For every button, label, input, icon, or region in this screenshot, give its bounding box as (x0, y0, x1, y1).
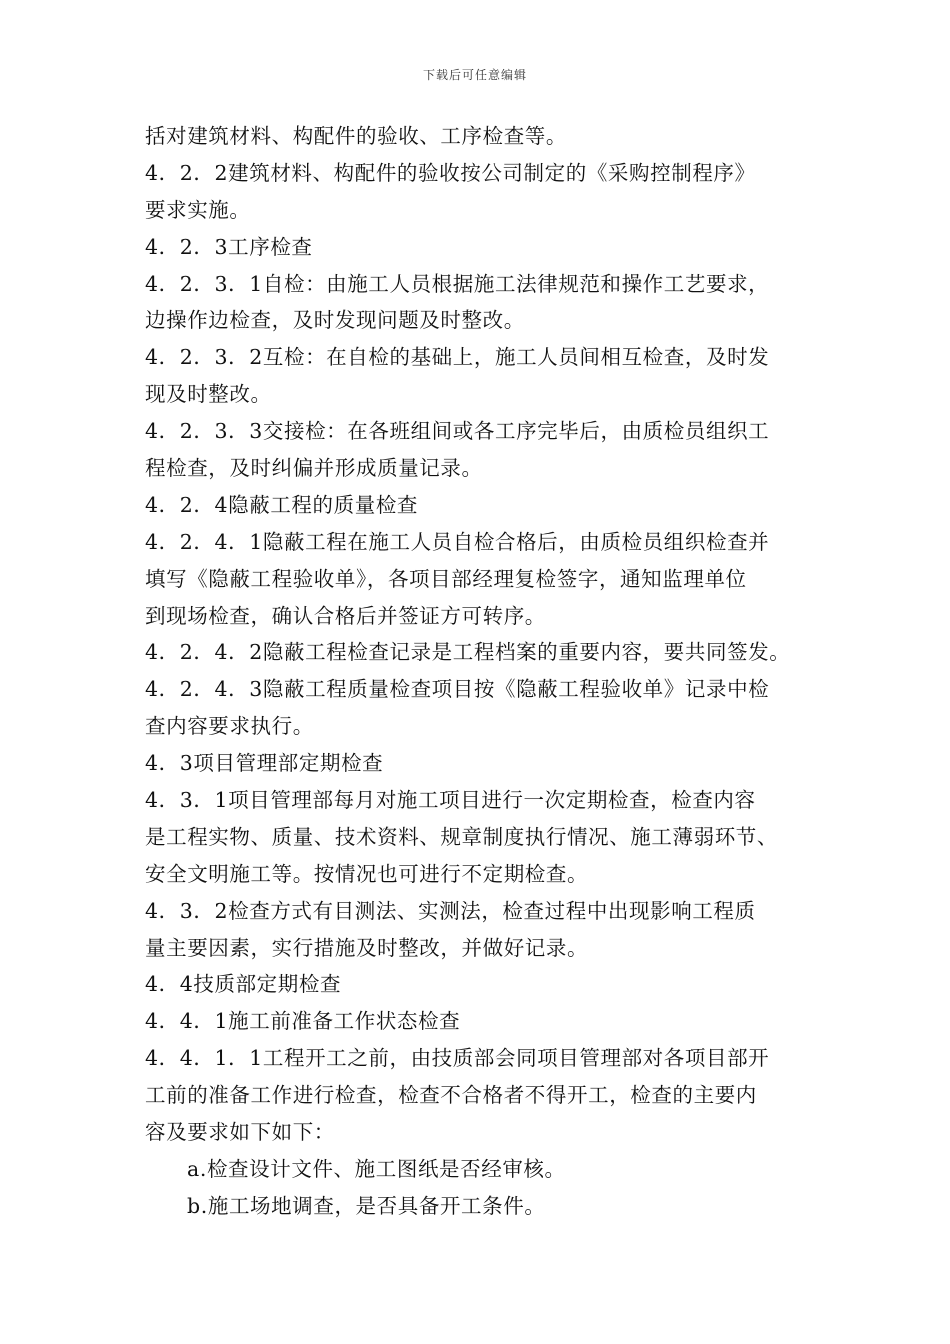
list-item: b.施工场地调查，是否具备开工条件。 (187, 1193, 546, 1218)
text-line: 程检查，及时纠偏并形成质量记录。 (145, 456, 483, 481)
text-line: 量主要因素，实行措施及时整改，并做好记录。 (145, 935, 589, 960)
section-heading: 4．4技质部定期检查 (145, 972, 342, 997)
text-line: 安全文明施工等。按情况也可进行不定期检查。 (145, 861, 589, 886)
section-heading: 4．4．1施工前准备工作状态检查 (145, 1009, 461, 1034)
text-line: 4．2．4．3隐蔽工程质量检查项目按《隐蔽工程验收单》记录中检 (145, 677, 770, 702)
text-line: 括对建筑材料、构配件的验收、工序检查等。 (145, 124, 567, 148)
text-line: 到现场检查，确认合格后并签证方可转序。 (145, 603, 546, 628)
section-heading: 4．2．4隐蔽工程的质量检查 (145, 492, 419, 517)
text-line: 工前的准备工作进行检查，检查不合格者不得开工，检查的主要内 (145, 1083, 757, 1108)
document-body (145, 118, 825, 1225)
text-line: 4．2．4．1隐蔽工程在施工人员自检合格后，由质检员组织检查并 (145, 529, 770, 554)
text-line: 4．3．1项目管理部每月对施工项目进行一次定期检查，检查内容 (145, 788, 756, 813)
page-header: 下载后可任意编辑 (422, 68, 527, 82)
text-line: 4．2．2建筑材料、构配件的验收按公司制定的《采购控制程序》 (145, 160, 756, 185)
text-line: 容及要求如下如下： (145, 1120, 335, 1145)
text-line: 查内容要求执行。 (145, 714, 314, 739)
list-item: a.检查设计文件、施工图纸是否经审核。 (187, 1156, 566, 1181)
text-line: 4．2．3．3交接检：在各班组间或各工序完毕后，由质检员组织工 (145, 419, 770, 444)
text-line: 4．3．2检查方式有目测法、实测法，检查过程中出现影响工程质 (145, 898, 756, 923)
text-line: 是工程实物、质量、技术资料、规章制度执行情况、施工薄弱环节、 (145, 824, 778, 849)
text-line: 4．2．3．2互检：在自检的基础上，施工人员间相互检查，及时发 (145, 345, 770, 370)
section-heading: 4．3项目管理部定期检查 (145, 751, 384, 776)
text-line: 现及时整改。 (145, 382, 272, 407)
text-line: 4．4．1．1工程开工之前，由技质部会同项目管理部对各项目部开 (145, 1046, 770, 1071)
text-line: 4．2．4．2隐蔽工程检查记录是工程档案的重要内容，要共同签发。 (145, 640, 791, 665)
text-line: 边操作边检查，及时发现问题及时整改。 (145, 308, 525, 333)
text-line: 要求实施。 (145, 197, 251, 222)
section-heading: 4．2．3工序检查 (145, 234, 313, 259)
text-line: 填写《隐蔽工程验收单》，各项目部经理复检签字，通知监理单位 (145, 566, 747, 591)
text-line: 4．2．3．1自检：由施工人员根据施工法律规范和操作工艺要求， (145, 271, 770, 296)
